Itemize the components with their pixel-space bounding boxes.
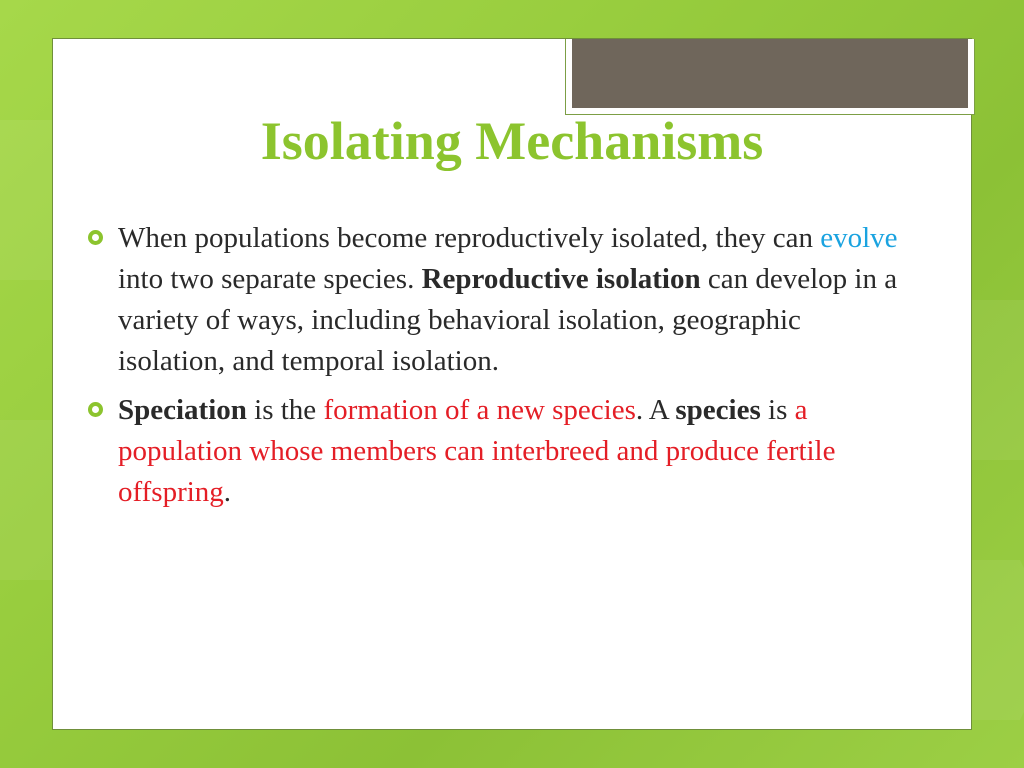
term-reproductive-isolation: Reproductive isolation bbox=[421, 263, 701, 295]
term-species: species bbox=[675, 394, 761, 426]
ring-bullet-icon bbox=[88, 230, 103, 245]
bullet-text bbox=[118, 222, 898, 377]
highlight-evolve: evolve bbox=[820, 222, 898, 254]
ring-bullet-icon bbox=[88, 402, 103, 417]
bullet-text bbox=[118, 394, 835, 508]
text-segment: is bbox=[760, 394, 795, 426]
text-segment: When populations become reproductively isolated, they can bbox=[118, 222, 821, 254]
highlight-formation: formation of a new species bbox=[323, 394, 636, 426]
text-segment: . bbox=[223, 476, 232, 508]
bullet-item bbox=[88, 218, 908, 382]
header-tab-fill bbox=[572, 39, 968, 108]
bullet-list bbox=[88, 218, 908, 521]
header-tab-decoration bbox=[565, 39, 975, 115]
term-speciation: Speciation bbox=[118, 394, 247, 426]
text-segment: can develop in a variety of ways, including behavioral isolation, geographic isolation, and temporal isolation. bbox=[118, 263, 898, 377]
highlight-definition: a population whose members can interbreed and produce fertile offspring bbox=[118, 394, 836, 508]
bullet-item bbox=[88, 390, 908, 513]
text-segment: . A bbox=[635, 394, 676, 426]
text-segment: into two separate species. bbox=[118, 263, 422, 295]
text-segment: is the bbox=[246, 394, 324, 426]
slide-title: Isolating Mechanisms bbox=[260, 111, 764, 171]
